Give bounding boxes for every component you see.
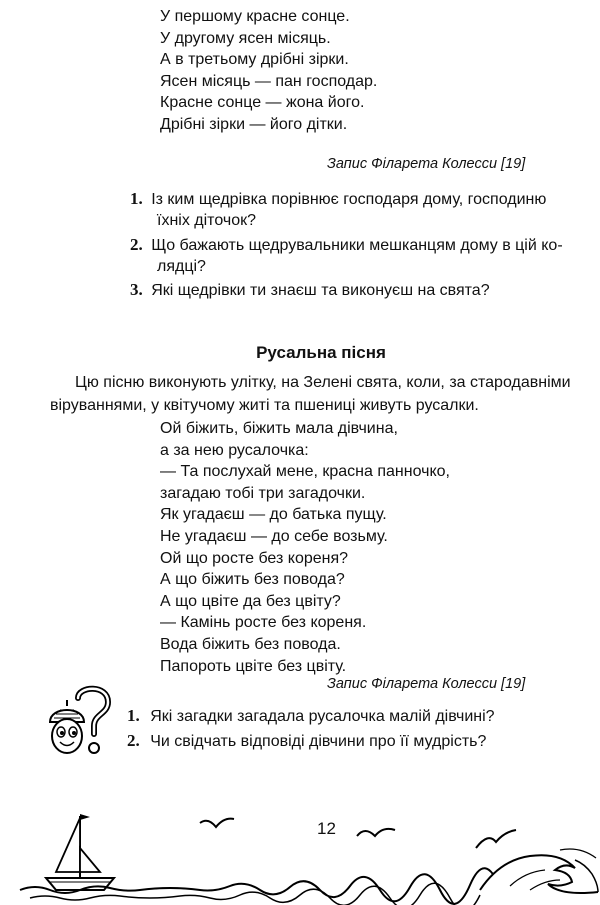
question-number: 2. xyxy=(130,235,143,254)
poem-line: Папороть цвіте без цвіту. xyxy=(160,657,347,675)
question-number: 1. xyxy=(127,706,140,725)
poem2 xyxy=(160,418,450,677)
question-number: 2. xyxy=(127,731,140,750)
page-number: 12 xyxy=(317,819,336,838)
poem-line: У другому ясен місяць. xyxy=(160,29,331,47)
question-text: Що бажають щедрувальники мешканцям дому в цій ко- xyxy=(151,237,563,254)
poem-line: загадаю тобі три загадочки. xyxy=(160,484,366,502)
poem-line: а за нею русалочка: xyxy=(160,441,309,459)
poem-line: — Та послухай мене, красна панночко, xyxy=(160,463,450,481)
question-text-continued: їхніх діточок? xyxy=(157,212,256,229)
section-title: Русальна пісня xyxy=(256,343,386,362)
poem-line: Ой біжить, біжить мала дівчина, xyxy=(160,420,398,437)
poem-line: У першому красне сонце. xyxy=(160,8,350,25)
poem-line: Дрібні зірки — його дітки. xyxy=(160,115,348,133)
question-3 xyxy=(130,278,490,303)
question-number: 1. xyxy=(130,189,143,208)
question-text: Які щедрівки ти знаєш та виконуєш на свята? xyxy=(151,282,490,299)
poem-line: Ясен місяць — пан господар. xyxy=(160,72,378,90)
poem-line: А що цвіте да без цвіту? xyxy=(160,592,341,610)
seagull-icon xyxy=(198,815,236,837)
question-text: Чи свідчать відповіді дівчини про її мудрість? xyxy=(150,733,487,750)
intro-line: Цю пісню виконують улітку, на Зелені свята, коли, за стародавніми xyxy=(75,374,571,391)
poem-line: Красне сонце — жона його. xyxy=(160,94,365,112)
citation: Запис Філарета Колесси [19] xyxy=(327,676,526,692)
question-2 xyxy=(127,729,486,754)
poem-line: Як угадаєш — до батька пущу. xyxy=(160,506,387,524)
poem-line: Вода біжить без повода. xyxy=(160,635,341,653)
acorn-question-mascot-icon xyxy=(42,684,114,764)
poem1 xyxy=(160,6,377,136)
question-text-continued: лядці? xyxy=(157,258,206,275)
waves-decoration xyxy=(0,840,600,905)
citation: Запис Філарета Колесси [19] xyxy=(327,156,526,172)
question-text: Із ким щедрівка порівнює господаря дому, господиню xyxy=(151,191,547,208)
poem-line: — Камінь росте без кореня. xyxy=(160,614,367,632)
question-text: Які загадки загадала русалочка малій дівчині? xyxy=(150,708,495,725)
intro-line: віруваннями, у квітучому житі та пшениці живуть русалки. xyxy=(50,397,479,414)
poem-line: А що біжить без повода? xyxy=(160,571,345,589)
poem-line: А в третьому дрібні зірки. xyxy=(160,51,349,69)
question-number: 3. xyxy=(130,280,143,299)
question-1 xyxy=(127,704,495,729)
poem-line: Не угадаєш — до себе возьму. xyxy=(160,527,388,545)
poem-line: Ой що росте без кореня? xyxy=(160,549,349,567)
